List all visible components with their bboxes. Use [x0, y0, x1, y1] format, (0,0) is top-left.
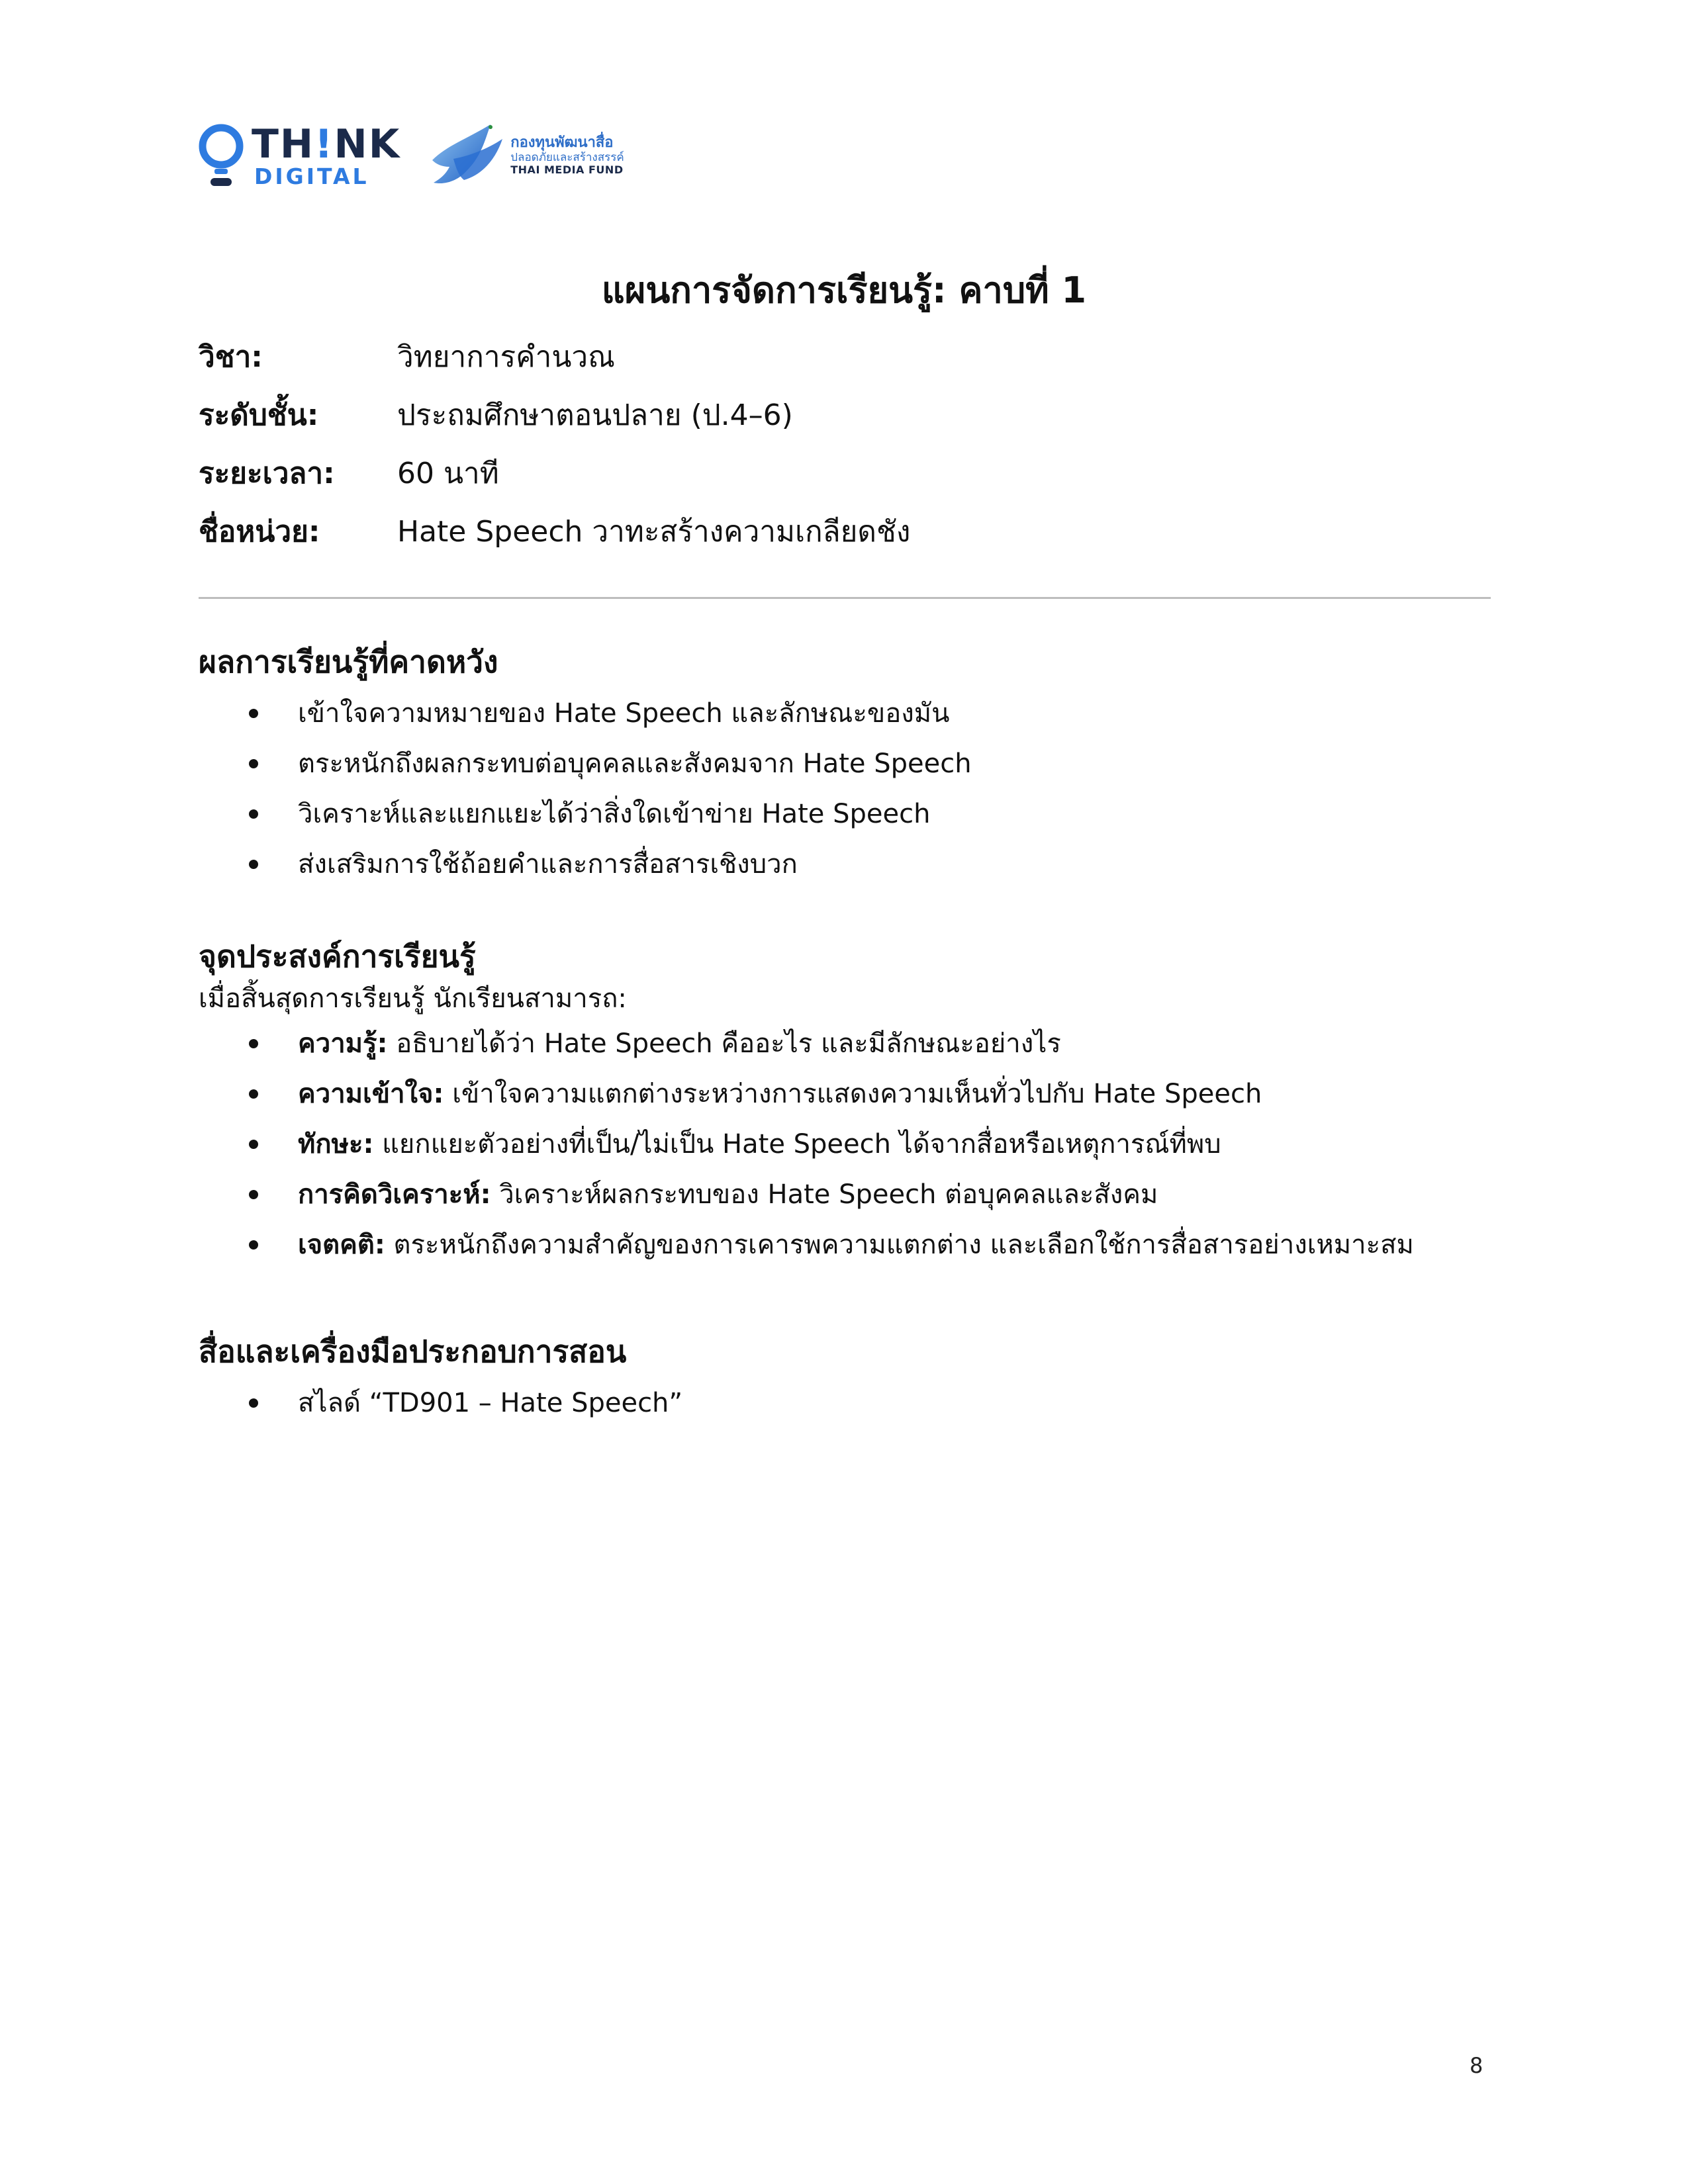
bullet-icon: [249, 1039, 258, 1048]
thai-media-fund-logo: [427, 119, 624, 192]
objectives-list: [199, 1019, 1491, 1270]
list-item-label: ทักษะ:: [298, 1129, 374, 1160]
bullet-icon: [249, 1140, 258, 1149]
info-row-unit: [199, 502, 1456, 561]
bullet-icon: [249, 1089, 258, 1099]
bullet-icon: [249, 860, 258, 869]
info-label: วิชา:: [199, 340, 263, 374]
list-item: [199, 688, 1491, 739]
list-item: [199, 739, 1491, 789]
list-item-text: แยกแยะตัวอย่างที่เป็น/ไม่เป็น Hate Speech ได้จากสื่อหรือเหตุการณ์ที่พบ: [373, 1129, 1221, 1160]
list-item: [199, 1220, 1491, 1270]
list-item-text: เข้าใจความแตกต่างระหว่างการแสดงความเห็นทั่วไปกับ Hate Speech: [444, 1079, 1262, 1109]
list-item: [199, 1069, 1491, 1119]
list-item: [199, 1019, 1491, 1069]
section-heading: จุดประสงค์การเรียนรู้: [199, 938, 476, 974]
document-title: แผนการจัดการเรียนรู้: คาบที่ 1: [601, 269, 1087, 311]
bullet-icon: [249, 1240, 258, 1250]
bullet-icon: [249, 809, 258, 819]
logo-header: [199, 116, 624, 195]
section-teaching-materials: [199, 1332, 1491, 1428]
dove-icon: [427, 119, 506, 192]
page-number: 8: [1470, 2053, 1483, 2078]
list-item: [199, 1378, 1491, 1428]
list-item: [199, 789, 1491, 839]
info-value: 60 นาที: [397, 457, 499, 490]
bullet-icon: [249, 1190, 258, 1199]
list-item-label: ความรู้:: [298, 1028, 388, 1059]
lesson-info: [199, 328, 1456, 561]
thai-media-fund-wordmark: [510, 134, 624, 176]
section-heading: สื่อและเครื่องมือประกอบการสอน: [199, 1334, 627, 1369]
list-item-text: วิเคราะห์และแยกแยะได้ว่าสิ่งใดเข้าข่าย Hate Speech: [298, 799, 931, 829]
info-row-level: [199, 386, 1456, 444]
info-value: Hate Speech วาทะสร้างความเกลียดชัง: [397, 515, 911, 549]
digital-word: DIGITAL: [254, 163, 369, 189]
materials-list: [199, 1378, 1491, 1428]
bullet-icon: [249, 1398, 258, 1408]
list-item: [199, 839, 1491, 889]
tmf-line-1: กองทุนพัฒนาสื่อ: [510, 134, 614, 152]
list-item-text: สไลด์ “TD901 – Hate Speech”: [298, 1388, 683, 1418]
list-item-label: เจตคติ:: [298, 1230, 385, 1260]
info-row-subject: [199, 328, 1456, 386]
lightbulb-icon: [199, 122, 244, 189]
tmf-line-2: ปลอดภัยและสร้างสรรค์: [510, 150, 624, 164]
section-expected-outcomes: [199, 642, 1491, 889]
list-item-text: ตระหนักถึงความสำคัญของการเคารพความแตกต่าง และเลือกใช้การสื่อสารอย่างเหมาะสม: [385, 1230, 1414, 1260]
info-label: ชื่อหน่วย:: [199, 515, 320, 549]
horizontal-divider: [199, 597, 1491, 599]
tmf-line-3: THAI MEDIA FUND: [510, 163, 624, 177]
info-label: ระยะเวลา:: [199, 457, 335, 490]
list-item-text: อธิบายได้ว่า Hate Speech คืออะไร และมีลักษณะอย่างไร: [387, 1028, 1061, 1059]
bullet-icon: [249, 759, 258, 768]
think-digital-logo: [199, 122, 400, 189]
think-word: TH!NK: [252, 120, 401, 167]
list-item-label: การคิดวิเคราะห์:: [298, 1179, 491, 1210]
list-item-label: ความเข้าใจ:: [298, 1079, 444, 1109]
list-item-text: ส่งเสริมการใช้ถ้อยคำและการสื่อสารเชิงบวก: [298, 849, 798, 880]
list-item: [199, 1169, 1491, 1220]
outcomes-list: [199, 688, 1491, 889]
info-value: วิทยาการคำนวณ: [397, 340, 615, 374]
section-intro: เมื่อสิ้นสุดการเรียนรู้ นักเรียนสามารถ:: [199, 983, 627, 1014]
list-item: [199, 1119, 1491, 1169]
info-row-duration: [199, 444, 1456, 502]
think-digital-wordmark: [252, 120, 401, 189]
info-value: ประถมศึกษาตอนปลาย (ป.4–6): [397, 398, 793, 432]
info-label: ระดับชั้น:: [199, 398, 319, 432]
bullet-icon: [249, 709, 258, 718]
list-item-text: เข้าใจความหมายของ Hate Speech และลักษณะของมัน: [298, 698, 950, 729]
section-heading: ผลการเรียนรู้ที่คาดหวัง: [199, 644, 498, 680]
list-item-text: ตระหนักถึงผลกระทบต่อบุคคลและสังคมจาก Hate Speech: [298, 749, 972, 779]
section-learning-objectives: [199, 936, 1491, 1270]
list-item-text: วิเคราะห์ผลกระทบของ Hate Speech ต่อบุคคลและสังคม: [491, 1179, 1158, 1210]
